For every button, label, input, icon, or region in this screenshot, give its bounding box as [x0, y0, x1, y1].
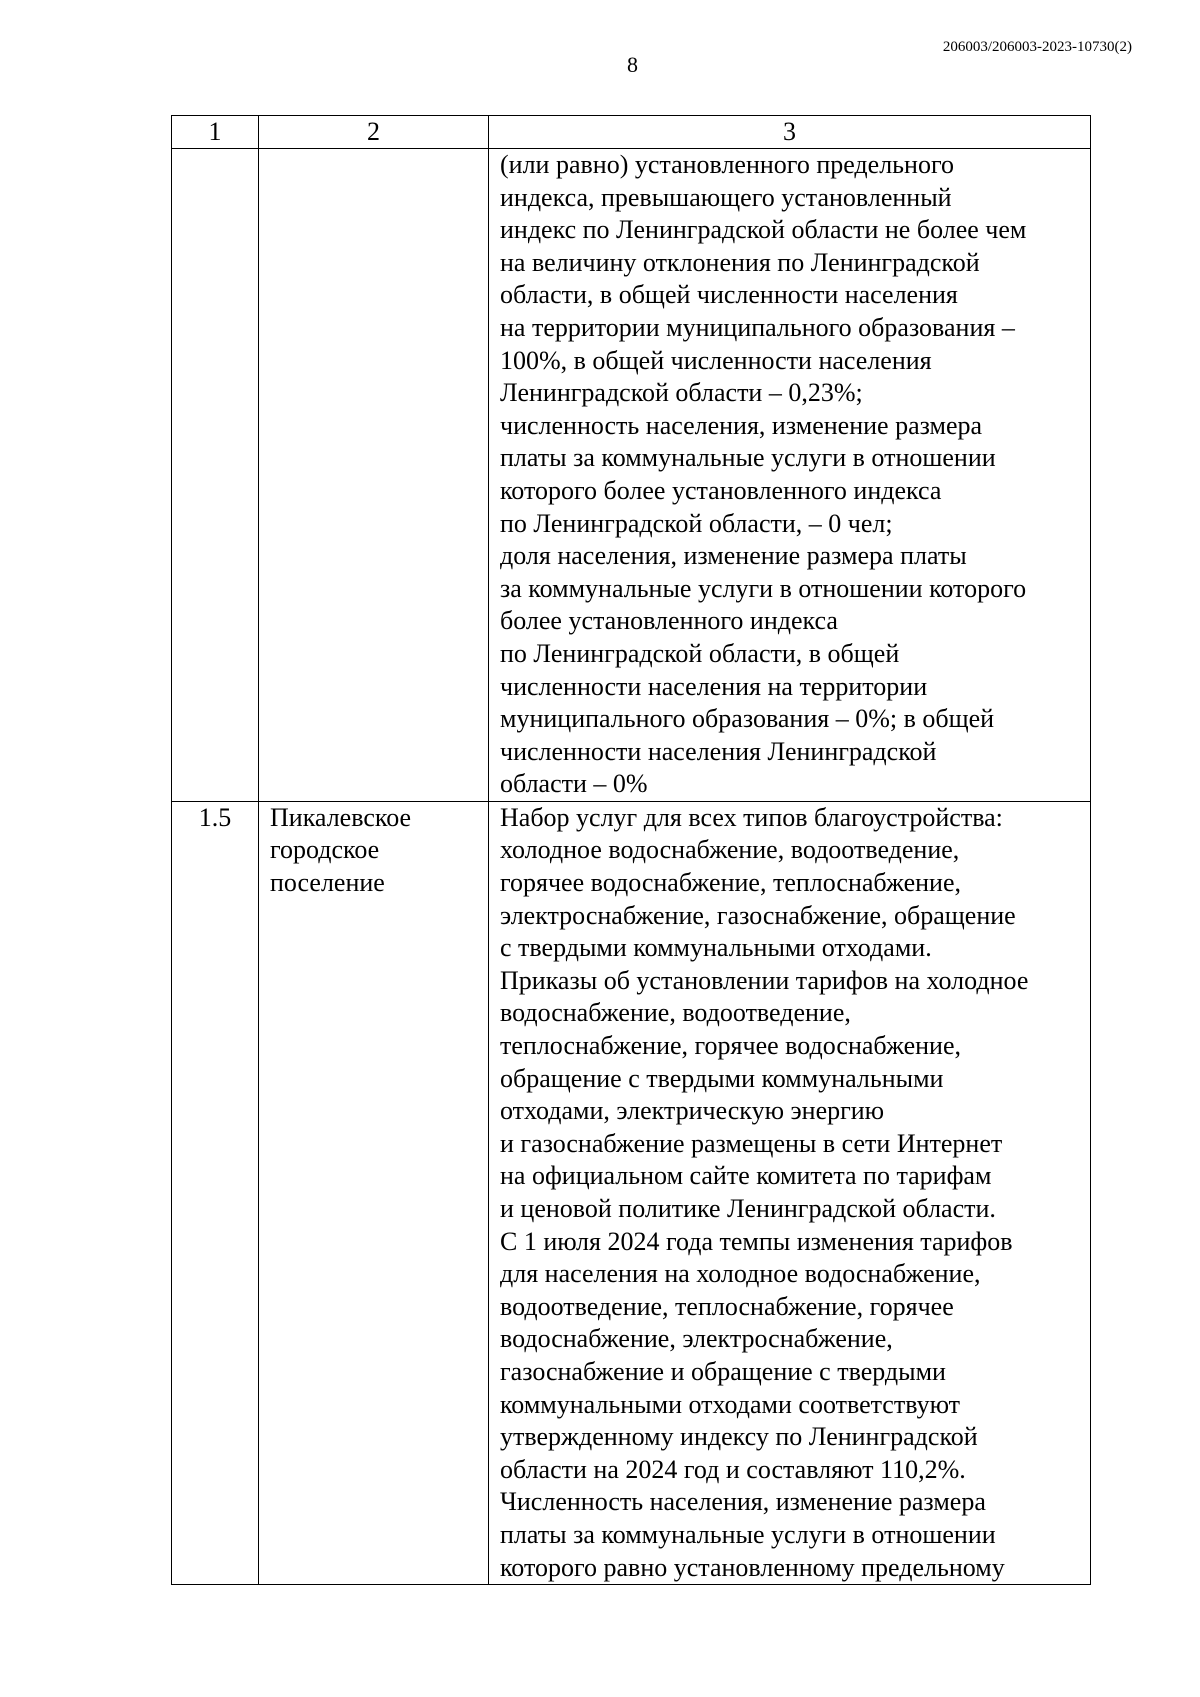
- text-line: для населения на холодное водоснабжение,: [500, 1259, 981, 1289]
- text-line: городское: [270, 835, 380, 865]
- table-row: [172, 149, 1091, 802]
- text-line: области на 2024 год и составляют 110,2%.: [500, 1454, 966, 1484]
- text-line: Пикалевское: [270, 802, 412, 832]
- document-id: 206003/206003-2023-10730(2): [942, 39, 1132, 55]
- text-line: численности населения Ленинградской: [500, 736, 937, 766]
- text-line: электроснабжение, газоснабжение, обращение: [500, 900, 1016, 930]
- text-line: платы за коммунальные услуги в отношении: [500, 1519, 996, 1549]
- text-line: и ценовой политике Ленинградской области.: [500, 1194, 996, 1223]
- text-line: индекса, превышающего установленный: [500, 182, 952, 212]
- text-line: муниципального образования – 0%; в общей: [500, 704, 995, 734]
- text-line: Численность населения, изменение размера: [500, 1487, 986, 1517]
- text-line: с твердыми коммунальными отходами.: [500, 933, 932, 963]
- text-line: по Ленинградской области, – 0 чел;: [500, 508, 893, 538]
- text-line: численности населения на территории: [500, 671, 928, 701]
- row-name: [259, 149, 489, 802]
- row-description: [489, 149, 1091, 802]
- text-line: Ленинградской области – 0,23%;: [500, 378, 863, 408]
- text-line: численность населения, изменение размера: [500, 410, 983, 440]
- text-line: Набор услуг для всех типов благоустройства:: [500, 802, 1003, 832]
- text-line: индекс по Ленинградской области не более чем: [500, 215, 1027, 245]
- text-line: которого более установленного индекса: [500, 475, 942, 505]
- text-line: водоотведение, теплоснабжение, горячее: [500, 1291, 954, 1321]
- column-header-3: 3: [489, 116, 1091, 149]
- row-number: 1.5: [172, 801, 259, 1584]
- column-header-1: 1: [172, 116, 259, 149]
- text-line: на территории муниципального образования –: [500, 312, 1015, 342]
- text-line: водоснабжение, электроснабжение,: [500, 1324, 893, 1354]
- table-header-row: [172, 116, 1091, 149]
- text-line: С 1 июля 2024 года темпы изменения тарифов: [500, 1226, 1013, 1256]
- text-line: горячее водоснабжение, теплоснабжение,: [500, 868, 962, 898]
- text-line: и газоснабжение размещены в сети Интернет: [500, 1128, 1003, 1158]
- text-line: области, в общей численности населения: [500, 280, 958, 310]
- row-description: [489, 801, 1091, 1584]
- text-line: водоснабжение, водоотведение,: [500, 998, 851, 1028]
- row-name: [259, 801, 489, 1584]
- text-line: доля населения, изменение размера платы: [500, 541, 967, 571]
- text-line: по Ленинградской области, в общей: [500, 638, 900, 668]
- text-line: на величину отклонения по Ленинградской: [500, 247, 980, 277]
- text-line: платы за коммунальные услуги в отношении: [500, 443, 996, 473]
- text-line: обращение с твердыми коммунальными: [500, 1063, 944, 1093]
- text-line: Приказы об установлении тарифов на холодное: [500, 965, 1029, 995]
- page-number: 8: [627, 52, 638, 77]
- table-row: [172, 801, 1091, 1584]
- text-line: утвержденному индексу по Ленинградской: [500, 1422, 978, 1452]
- text-line: которого равно установленному предельному: [500, 1552, 1005, 1582]
- text-line: холодное водоснабжение, водоотведение,: [500, 835, 960, 865]
- text-line: теплоснабжение, горячее водоснабжение,: [500, 1031, 962, 1061]
- text-line: 100%, в общей численности населения: [500, 345, 932, 375]
- text-line: отходами, электрическую энергию: [500, 1096, 885, 1126]
- text-line: более установленного индекса: [500, 606, 838, 636]
- text-line: за коммунальные услуги в отношении которого: [500, 573, 1027, 603]
- row-number: [172, 149, 259, 802]
- text-line: на официальном сайте комитета по тарифам: [500, 1161, 992, 1191]
- data-table: [171, 115, 1091, 1585]
- text-line: газоснабжение и обращение с твердыми: [500, 1356, 946, 1386]
- text-line: (или равно) установленного предельного: [500, 150, 954, 179]
- column-header-2: 2: [259, 116, 489, 149]
- text-line: коммунальными отходами соответствуют: [500, 1389, 961, 1419]
- text-line: области – 0%: [500, 769, 648, 799]
- text-line: поселение: [270, 868, 385, 898]
